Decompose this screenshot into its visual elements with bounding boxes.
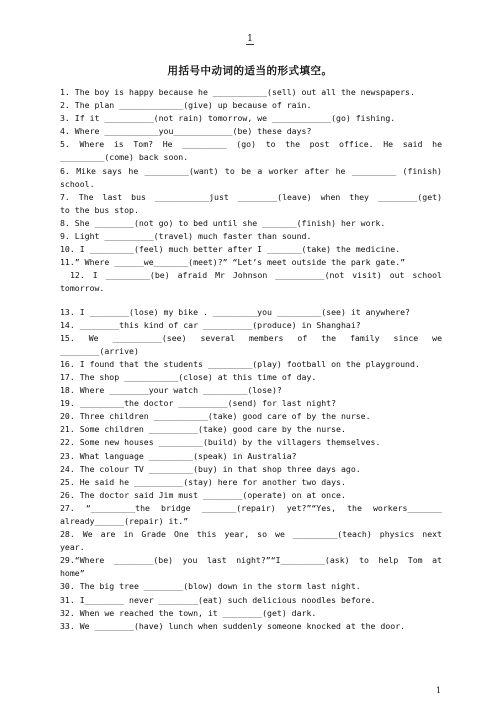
exercise-line: school. xyxy=(60,178,95,189)
exercise-title: 用括号中动词的适当的形式填空。 xyxy=(167,65,333,77)
exercise-line: 13. I ________(lose) my bike . _________you _________(see) it anywhere? xyxy=(60,306,410,317)
exercise-line: 4. Where ___________you____________(be) these days? xyxy=(60,126,312,137)
exercise-line: 24. The colour TV _________(buy) in that shop three days ago. xyxy=(60,463,361,474)
exercise-line: home” xyxy=(60,568,85,579)
exercise-line: 22. Some new houses _________(build) by the villagers themselves. xyxy=(60,437,381,448)
exercise-line: 3. If it __________(not rain) tomorrow, we ____________(go) fishing. xyxy=(60,113,396,124)
exercise-body xyxy=(60,86,442,633)
exercise-line: 27. “_________the bridge _______(repair) yet?”“Yes, the workers_______ xyxy=(60,502,442,513)
exercise-line: 17. The shop ___________(close) at this time of day. xyxy=(60,371,317,382)
exercise-line: 31. I________ never ________(eat) such delicious noodles before. xyxy=(60,594,376,605)
exercise-line: 16. I found that the students _________(play) football on the playground. xyxy=(60,358,420,369)
exercise-line: already______(repair) it.” xyxy=(60,516,189,526)
exercise-line: 12. I _________(be) afraid Mr Johnson __________(not visit) out school xyxy=(70,270,442,281)
exercise-line: 11.” Where ______we_______(meet)?” “Let’s meet outside the park gate.” xyxy=(60,257,406,268)
exercise-line: 15. We __________(see) several members of the family since we xyxy=(60,332,442,343)
exercise-line: year. xyxy=(60,542,85,553)
exercise-line: 8. She ________(not go) to bed until she _______(finish) her work. xyxy=(60,217,386,228)
exercise-line: 26. The doctor said Jim must ________(operate) on at once. xyxy=(60,489,346,500)
group-spacer xyxy=(60,296,442,306)
exercise-group-a xyxy=(60,86,442,296)
exercise-line: 9. Light __________(travel) much faster than sound. xyxy=(60,231,312,242)
exercise-line: ________(arrive) xyxy=(60,345,139,356)
exercise-line: 1. The boy is happy because he ___________(sell) out all the newspapers. xyxy=(60,87,415,97)
exercise-line: 32. When we reached the town, it ________(get) dark. xyxy=(60,607,317,618)
exercise-line: 30. The big tree ________(blow) down in the storm last night. xyxy=(60,581,361,592)
exercise-line: 23. What language _________(speak) in Australia? xyxy=(60,450,297,461)
exercise-line: 5. Where is Tom? He _________ (go) to the post office. He said he xyxy=(60,139,442,150)
exercise-line: 21. Some children __________(take) good care by the nurse. xyxy=(60,424,346,435)
exercise-group-b xyxy=(60,306,442,633)
exercise-line: 7. The last bus ___________just ________(leave) when they ________(get) xyxy=(60,191,442,202)
exercise-line: 14. ________this kind of car __________(produce) in Shanghai? xyxy=(60,319,361,330)
exercise-line: 20. Three children ___________(take) good care of by the nurse. xyxy=(60,411,371,422)
header-page-number xyxy=(0,34,500,44)
exercise-line: tomorrow. xyxy=(60,283,105,294)
exercise-line: 10. I _________(feel) much better after I _______(take) the medicine. xyxy=(60,244,401,255)
header-page-number-text: 1 xyxy=(247,34,253,44)
exercise-line: 2. The plan _____________(give) up because of rain. xyxy=(60,100,312,111)
exercise-line: 28. We are in Grade One this year, so we _________(teach) physics next xyxy=(60,529,442,540)
exercise-line: 18. Where ________your watch _________(lose)? xyxy=(60,385,282,396)
exercise-line: 29.“Where ________(be) you last night?”“I_________(ask) to help Tom at xyxy=(60,555,442,566)
exercise-line: to the bus stop. xyxy=(60,204,139,215)
exercise-line: 6. Mike says he _________(want) to be a worker after he _________ (finish) xyxy=(60,165,442,176)
footer-page-number: 1 xyxy=(436,686,442,695)
exercise-line: 33. We ________(have) lunch when suddenly someone knocked at the door. xyxy=(60,620,406,631)
exercise-line: 25. He said he __________(stay) here for another two days. xyxy=(60,476,346,487)
exercise-line: 19. _________the doctor __________(send) for last night? xyxy=(60,398,337,409)
exercise-line: _________(come) back soon. xyxy=(60,152,189,163)
